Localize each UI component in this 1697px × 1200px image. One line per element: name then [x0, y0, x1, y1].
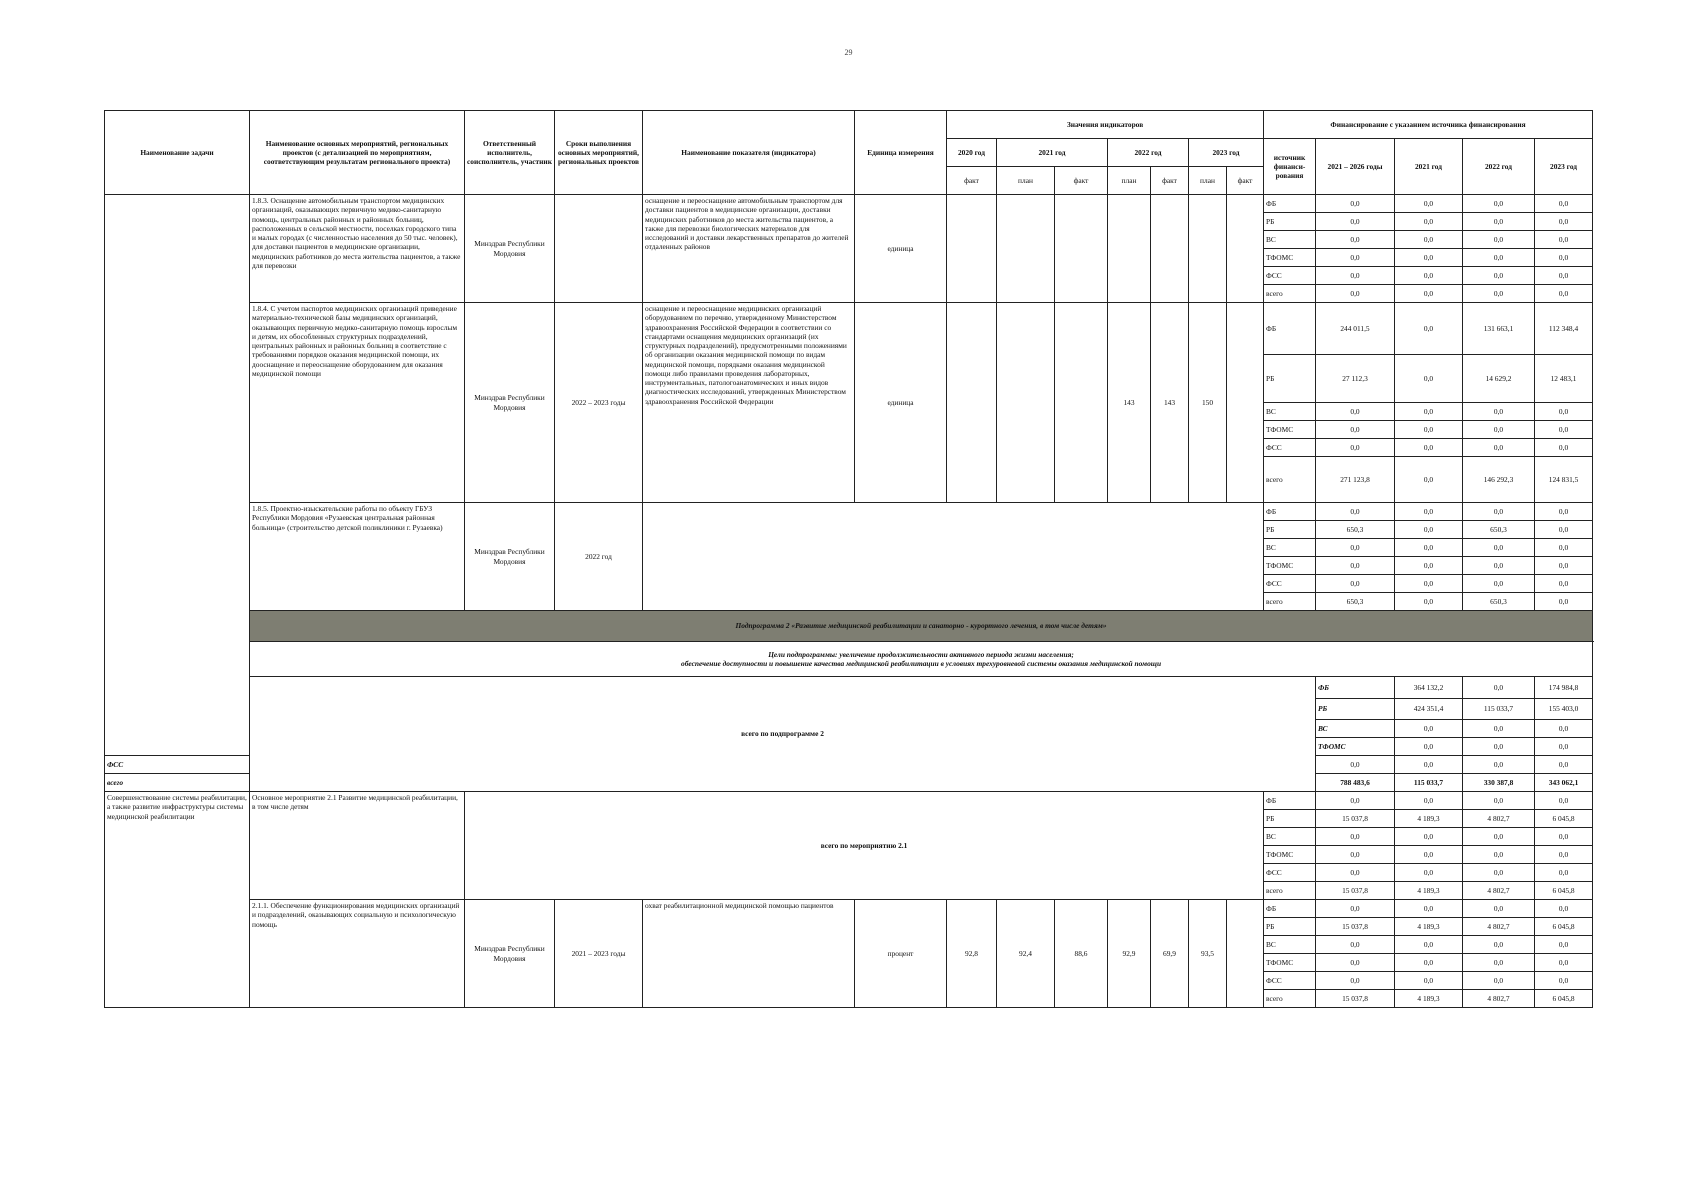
fin-cell: 0,0	[1535, 720, 1593, 738]
source-cell: ФСС	[1264, 267, 1316, 285]
fin-cell: 4 802,7	[1463, 918, 1535, 936]
fin-cell: 15 037,8	[1316, 810, 1395, 828]
terms-cell: 2022 – 2023 годы	[555, 303, 643, 503]
value-cell	[947, 195, 997, 303]
fin-cell: 0,0	[1463, 231, 1535, 249]
fin-cell: 6 045,8	[1535, 882, 1593, 900]
fin-cell: 0,0	[1316, 792, 1395, 810]
fin-cell: 0,0	[1316, 195, 1395, 213]
fin-cell: 0,0	[1316, 900, 1395, 918]
fin-cell: 0,0	[1316, 828, 1395, 846]
fin-cell: 0,0	[1535, 439, 1593, 457]
fin-cell: 0,0	[1316, 846, 1395, 864]
fin-cell: 0,0	[1395, 900, 1463, 918]
responsible-cell: Минздрав Республики Мордовия	[465, 303, 555, 503]
header-unit: Единица измерения	[855, 111, 947, 195]
source-cell: ТФОМС	[1264, 249, 1316, 267]
fin-cell: 0,0	[1395, 864, 1463, 882]
fin-cell: 0,0	[1535, 403, 1593, 421]
source-cell: ТФОМС	[1264, 557, 1316, 575]
value-cell	[1227, 303, 1264, 503]
fin-cell: 0,0	[1395, 195, 1463, 213]
fin-cell: 15 037,8	[1316, 882, 1395, 900]
fin-cell: 0,0	[1316, 756, 1395, 774]
unit-cell: процент	[855, 900, 947, 1008]
source-cell: ФСС	[1264, 575, 1316, 593]
header-task: Наименование задачи	[105, 111, 250, 195]
fin-cell: 0,0	[1395, 285, 1463, 303]
fin-cell: 0,0	[1535, 900, 1593, 918]
fin-cell: 788 483,6	[1316, 774, 1395, 792]
header-indicator: Наименование показателя (индикатора)	[643, 111, 855, 195]
fin-cell: 15 037,8	[1316, 990, 1395, 1008]
fin-cell: 0,0	[1395, 792, 1463, 810]
activity-cell: 1.8.5. Проектно-изыскательские работы по объекту ГБУЗ Республики Мордовия «Рузаевская центральная районная больница» (строительство детской поликлиники г. Рузаевка)	[250, 503, 465, 611]
fin-cell: 0,0	[1316, 231, 1395, 249]
header-2021: 2021 год	[997, 139, 1108, 167]
header-fact: факт	[947, 167, 997, 195]
table-row	[105, 195, 1593, 213]
fin-cell: 0,0	[1535, 195, 1593, 213]
fin-cell: 0,0	[1316, 267, 1395, 285]
fin-cell: 0,0	[1535, 249, 1593, 267]
fin-cell: 0,0	[1395, 972, 1463, 990]
fin-cell: 0,0	[1395, 231, 1463, 249]
table-row	[105, 677, 1593, 699]
fin-cell: 0,0	[1535, 503, 1593, 521]
header-responsible: Ответственный исполнитель, соисполнитель, участник	[465, 111, 555, 195]
value-cell: 92,9	[1108, 900, 1151, 1008]
source-cell: ФБ	[1264, 900, 1316, 918]
fin-cell: 0,0	[1463, 249, 1535, 267]
measure-total-label: всего по мероприятию 2.1	[465, 792, 1264, 900]
value-cell: 92,4	[997, 900, 1055, 1008]
header-indicator-values: Значения индикаторов	[947, 111, 1264, 139]
fin-cell: 0,0	[1316, 503, 1395, 521]
header-fact: факт	[1227, 167, 1264, 195]
source-cell: всего	[1264, 882, 1316, 900]
fin-cell: 0,0	[1535, 421, 1593, 439]
subprogram-goals	[250, 642, 1593, 677]
subprogram-title: Подпрограмма 2 «Развитие медицинской реабилитации и санаторно - курортного лечения, в том числе детям»	[250, 611, 1593, 642]
fin-cell: 15 037,8	[1316, 918, 1395, 936]
fin-cell: 0,0	[1535, 828, 1593, 846]
fin-cell: 4 802,7	[1463, 882, 1535, 900]
fin-cell: 0,0	[1316, 421, 1395, 439]
header-2023: 2023 год	[1189, 139, 1264, 167]
fin-cell: 0,0	[1535, 539, 1593, 557]
header-f2022: 2022 год	[1463, 139, 1535, 195]
source-cell: всего	[1264, 457, 1316, 503]
source-cell: ФБ	[1264, 792, 1316, 810]
fin-cell: 0,0	[1535, 936, 1593, 954]
source-cell: РБ	[1264, 355, 1316, 403]
fin-cell: 424 351,4	[1395, 698, 1463, 720]
fin-cell: 0,0	[1395, 593, 1463, 611]
header-fact: факт	[1151, 167, 1189, 195]
header-activity: Наименование основных мероприятий, региональных проектов (с детализацией по мероприятиям, соответствующим результатам регионального проекта)	[250, 111, 465, 195]
fin-cell: 0,0	[1316, 249, 1395, 267]
value-cell	[1227, 195, 1264, 303]
fin-cell: 4 189,3	[1395, 810, 1463, 828]
header-f-total: 2021 – 2026 годы	[1316, 139, 1395, 195]
value-cell: 69,9	[1151, 900, 1189, 1008]
header-terms: Сроки выполнения основных мероприятий, региональных проектов	[555, 111, 643, 195]
fin-cell: 0,0	[1316, 972, 1395, 990]
fin-cell: 0,0	[1463, 575, 1535, 593]
task-cell: Совершенствование системы реабилитации, а также развитие инфраструктуры системы медицинской реабилитации	[105, 792, 250, 1008]
fin-cell: 0,0	[1395, 738, 1463, 756]
fin-cell: 0,0	[1316, 285, 1395, 303]
source-cell: ТФОМС	[1264, 846, 1316, 864]
value-cell	[1055, 195, 1108, 303]
fin-cell: 112 348,4	[1535, 303, 1593, 355]
fin-cell: 0,0	[1463, 756, 1535, 774]
fin-cell: 155 403,0	[1535, 698, 1593, 720]
header-fact: факт	[1055, 167, 1108, 195]
fin-cell: 131 663,1	[1463, 303, 1535, 355]
source-cell: ВС	[1264, 231, 1316, 249]
fin-cell: 0,0	[1463, 828, 1535, 846]
fin-cell: 0,0	[1463, 677, 1535, 699]
value-cell	[1151, 195, 1189, 303]
fin-cell: 0,0	[1395, 720, 1463, 738]
fin-cell: 6 045,8	[1535, 810, 1593, 828]
fin-cell: 0,0	[1395, 249, 1463, 267]
fin-cell: 0,0	[1535, 285, 1593, 303]
terms-cell: 2022 год	[555, 503, 643, 611]
source-cell: ФСС	[105, 756, 250, 774]
header-2022: 2022 год	[1108, 139, 1189, 167]
indicator-cell: оснащение и переоснащение медицинских организаций оборудованием по перечню, утвержденному Министерством здравоохранения Российской Федерации в соответствии со стандартами оснащения медицинских организаций (их структурных подразделений), предусмотренными положениями об организации оказания медицинской помощи по видам медицинской помощи, порядками оказания медицинской помощи либо правилами проведения лабораторных, инструментальных, патологоанатомических и иных видов диагностических исследований, утвержденных Министерством здравоохранения Российской Федерации	[643, 303, 855, 503]
fin-cell: 124 831,5	[1535, 457, 1593, 503]
fin-cell: 0,0	[1463, 972, 1535, 990]
fin-cell: 0,0	[1463, 421, 1535, 439]
program-table	[104, 110, 1593, 1008]
fin-cell: 0,0	[1316, 864, 1395, 882]
fin-cell: 4 802,7	[1463, 810, 1535, 828]
source-cell: всего	[1264, 593, 1316, 611]
table-row	[105, 642, 1593, 677]
fin-cell: 0,0	[1463, 936, 1535, 954]
fin-cell: 650,3	[1316, 521, 1395, 539]
table-row	[105, 900, 1593, 918]
fin-cell: 174 984,8	[1535, 677, 1593, 699]
value-cell: 143	[1151, 303, 1189, 503]
fin-cell: 0,0	[1395, 756, 1463, 774]
source-cell: РБ	[1264, 521, 1316, 539]
fin-cell: 4 802,7	[1463, 990, 1535, 1008]
fin-cell: 146 292,3	[1463, 457, 1535, 503]
indicator-cell: оснащение и переоснащение автомобильным транспортом для доставки пациентов в медицинские организации, доставки медицинских работников до места жительства пациентов, а также для перевозки биологических материалов для исследований и доставки лекарственных препаратов до жителей отдаленных районов	[643, 195, 855, 303]
subprogram-total-label: всего по подпрограмме 2	[250, 677, 1316, 792]
fin-cell: 0,0	[1395, 457, 1463, 503]
fin-cell: 0,0	[1395, 557, 1463, 575]
value-cell	[1055, 303, 1108, 503]
source-cell: ТФОМС	[1264, 421, 1316, 439]
header-plan: план	[997, 167, 1055, 195]
activity-cell: 1.8.4. С учетом паспортов медицинских организаций приведение материально-технической базы медицинских организаций, оказывающих первичную медико-санитарную помощь взрослым и детям, их обособленных структурных подразделений, центральных районных и районных больниц в соответствие с требованиями порядков оказания медицинской помощи, их дооснащение и переоснащение оборудованием для оказания медицинской помощи	[250, 303, 465, 503]
fin-cell: 6 045,8	[1535, 990, 1593, 1008]
source-cell: ВС	[1264, 539, 1316, 557]
value-cell	[1189, 195, 1227, 303]
fin-cell: 0,0	[1463, 954, 1535, 972]
value-cell	[1108, 195, 1151, 303]
fin-cell: 271 123,8	[1316, 457, 1395, 503]
source-cell: ВС	[1264, 403, 1316, 421]
source-cell: РБ	[1264, 213, 1316, 231]
source-cell: ВС	[1264, 828, 1316, 846]
terms-cell: 2021 – 2023 годы	[555, 900, 643, 1008]
fin-cell: 0,0	[1395, 303, 1463, 355]
fin-cell: 0,0	[1395, 846, 1463, 864]
fin-cell: 0,0	[1395, 213, 1463, 231]
source-cell: ФСС	[1264, 972, 1316, 990]
fin-cell: 6 045,8	[1535, 918, 1593, 936]
fin-cell: 0,0	[1535, 575, 1593, 593]
fin-cell: 27 112,3	[1316, 355, 1395, 403]
value-cell: 150	[1189, 303, 1227, 503]
fin-cell: 0,0	[1395, 539, 1463, 557]
page-number: 29	[844, 48, 853, 57]
fin-cell: 0,0	[1395, 267, 1463, 285]
fin-cell: 0,0	[1463, 213, 1535, 231]
activity-cell: Основное мероприятие 2.1 Развитие медицинской реабилитации, в том числе детям	[250, 792, 465, 900]
fin-cell: 0,0	[1395, 575, 1463, 593]
fin-cell: 0,0	[1463, 403, 1535, 421]
fin-cell: 0,0	[1535, 521, 1593, 539]
fin-cell: 0,0	[1395, 828, 1463, 846]
fin-cell: 0,0	[1535, 954, 1593, 972]
fin-cell: 343 062,1	[1535, 774, 1593, 792]
goals-line-2: обеспечение доступности и повышение качества медицинской реабилитации в условиях трехуровневой системы оказания медицинской помощи	[681, 659, 1162, 668]
table-row	[105, 792, 1593, 810]
fin-cell: 4 189,3	[1395, 918, 1463, 936]
fin-cell: 0,0	[1463, 738, 1535, 756]
fin-cell: 0,0	[1463, 267, 1535, 285]
fin-cell: 0,0	[1463, 900, 1535, 918]
fin-cell: 0,0	[1395, 403, 1463, 421]
value-cell: 92,8	[947, 900, 997, 1008]
activity-cell: 2.1.1. Обеспечение функционирования медицинских организаций и подразделений, оказывающих социальную и психологическую помощь	[250, 900, 465, 1008]
fin-cell: 0,0	[1395, 355, 1463, 403]
empty-indicator-area	[643, 503, 1264, 611]
source-cell: РБ	[1316, 698, 1395, 720]
fin-cell: 0,0	[1395, 421, 1463, 439]
fin-cell: 650,3	[1316, 593, 1395, 611]
fin-cell: 364 132,2	[1395, 677, 1463, 699]
unit-cell: единица	[855, 195, 947, 303]
terms-cell	[555, 195, 643, 303]
fin-cell: 0,0	[1316, 403, 1395, 421]
value-cell: 93,5	[1189, 900, 1227, 1008]
source-cell: ФСС	[1264, 439, 1316, 457]
source-cell: всего	[1264, 285, 1316, 303]
activity-cell: 1.8.3. Оснащение автомобильным транспортом медицинских организаций, оказывающих первичную медико-санитарную помощь, центральных районных и районных больниц, расположенных в сельской местности, поселках городского типа и малых городах (с численностью населения до 50 тыс. человек), для доставки пациентов в медицинские организации, медицинских работников до места жительства пациентов, а также для перевозки	[250, 195, 465, 303]
header-plan: план	[1189, 167, 1227, 195]
source-cell: ФБ	[1264, 195, 1316, 213]
fin-cell: 0,0	[1535, 846, 1593, 864]
table-row	[105, 303, 1593, 355]
header-source: источник финанси-рования	[1264, 139, 1316, 195]
unit-cell: единица	[855, 303, 947, 503]
fin-cell: 330 387,8	[1463, 774, 1535, 792]
fin-cell: 0,0	[1535, 864, 1593, 882]
fin-cell: 0,0	[1463, 557, 1535, 575]
fin-cell: 0,0	[1316, 539, 1395, 557]
fin-cell: 244 011,5	[1316, 303, 1395, 355]
fin-cell: 0,0	[1535, 231, 1593, 249]
fin-cell: 0,0	[1535, 756, 1593, 774]
header-plan: план	[1108, 167, 1151, 195]
source-cell: ФСС	[1264, 864, 1316, 882]
fin-cell: 0,0	[1316, 557, 1395, 575]
fin-cell: 0,0	[1395, 439, 1463, 457]
source-cell: ВС	[1316, 720, 1395, 738]
fin-cell: 0,0	[1463, 503, 1535, 521]
fin-cell: 650,3	[1463, 521, 1535, 539]
source-cell: ФБ	[1264, 503, 1316, 521]
responsible-cell: Минздрав Республики Мордовия	[465, 900, 555, 1008]
fin-cell: 0,0	[1395, 936, 1463, 954]
fin-cell: 650,3	[1463, 593, 1535, 611]
fin-cell: 0,0	[1463, 539, 1535, 557]
fin-cell: 0,0	[1535, 792, 1593, 810]
source-cell: ТФОМС	[1264, 954, 1316, 972]
fin-cell: 115 033,7	[1395, 774, 1463, 792]
source-cell: ФБ	[1316, 677, 1395, 699]
fin-cell: 0,0	[1463, 792, 1535, 810]
header-f2023: 2023 год	[1535, 139, 1593, 195]
fin-cell: 0,0	[1535, 972, 1593, 990]
fin-cell: 0,0	[1316, 575, 1395, 593]
value-cell	[947, 303, 997, 503]
fin-cell: 4 189,3	[1395, 990, 1463, 1008]
fin-cell: 0,0	[1463, 846, 1535, 864]
fin-cell: 0,0	[1463, 195, 1535, 213]
fin-cell: 0,0	[1535, 213, 1593, 231]
source-cell: РБ	[1264, 810, 1316, 828]
table-row	[105, 611, 1593, 642]
table-row	[105, 503, 1593, 521]
fin-cell: 0,0	[1463, 720, 1535, 738]
fin-cell: 0,0	[1316, 954, 1395, 972]
fin-cell: 4 189,3	[1395, 882, 1463, 900]
source-cell: ТФОМС	[1316, 738, 1395, 756]
header-funding: Финансирование с указанием источника финансирования	[1264, 111, 1593, 139]
fin-cell: 14 629,2	[1463, 355, 1535, 403]
fin-cell: 0,0	[1535, 557, 1593, 575]
fin-cell: 0,0	[1535, 267, 1593, 285]
value-cell: 88,6	[1055, 900, 1108, 1008]
responsible-cell: Минздрав Республики Мордовия	[465, 503, 555, 611]
fin-cell: 0,0	[1535, 593, 1593, 611]
value-cell	[997, 195, 1055, 303]
responsible-cell: Минздрав Республики Мордовия	[465, 195, 555, 303]
fin-cell: 0,0	[1463, 864, 1535, 882]
fin-cell: 0,0	[1535, 738, 1593, 756]
source-cell: всего	[1264, 990, 1316, 1008]
fin-cell: 0,0	[1463, 285, 1535, 303]
fin-cell: 0,0	[1316, 936, 1395, 954]
source-cell: РБ	[1264, 918, 1316, 936]
fin-cell: 0,0	[1395, 521, 1463, 539]
fin-cell: 0,0	[1395, 954, 1463, 972]
fin-cell: 0,0	[1316, 439, 1395, 457]
header-f2021: 2021 год	[1395, 139, 1463, 195]
value-cell	[997, 303, 1055, 503]
fin-cell: 12 483,1	[1535, 355, 1593, 403]
value-cell	[1227, 900, 1264, 1008]
fin-cell: 115 033,7	[1463, 698, 1535, 720]
fin-cell: 0,0	[1316, 213, 1395, 231]
fin-cell: 0,0	[1463, 439, 1535, 457]
source-cell: ВС	[1264, 936, 1316, 954]
source-cell: ФБ	[1264, 303, 1316, 355]
source-cell: всего	[105, 774, 250, 792]
header-2020: 2020 год	[947, 139, 997, 167]
fin-cell: 0,0	[1395, 503, 1463, 521]
goals-line-1: Цели подпрограммы: увеличение продолжительности активного периода жизни населения;	[768, 649, 1074, 659]
indicator-cell: охват реабилитационной медицинской помощью пациентов	[643, 900, 855, 1008]
task-cell-empty	[105, 195, 250, 756]
value-cell: 143	[1108, 303, 1151, 503]
